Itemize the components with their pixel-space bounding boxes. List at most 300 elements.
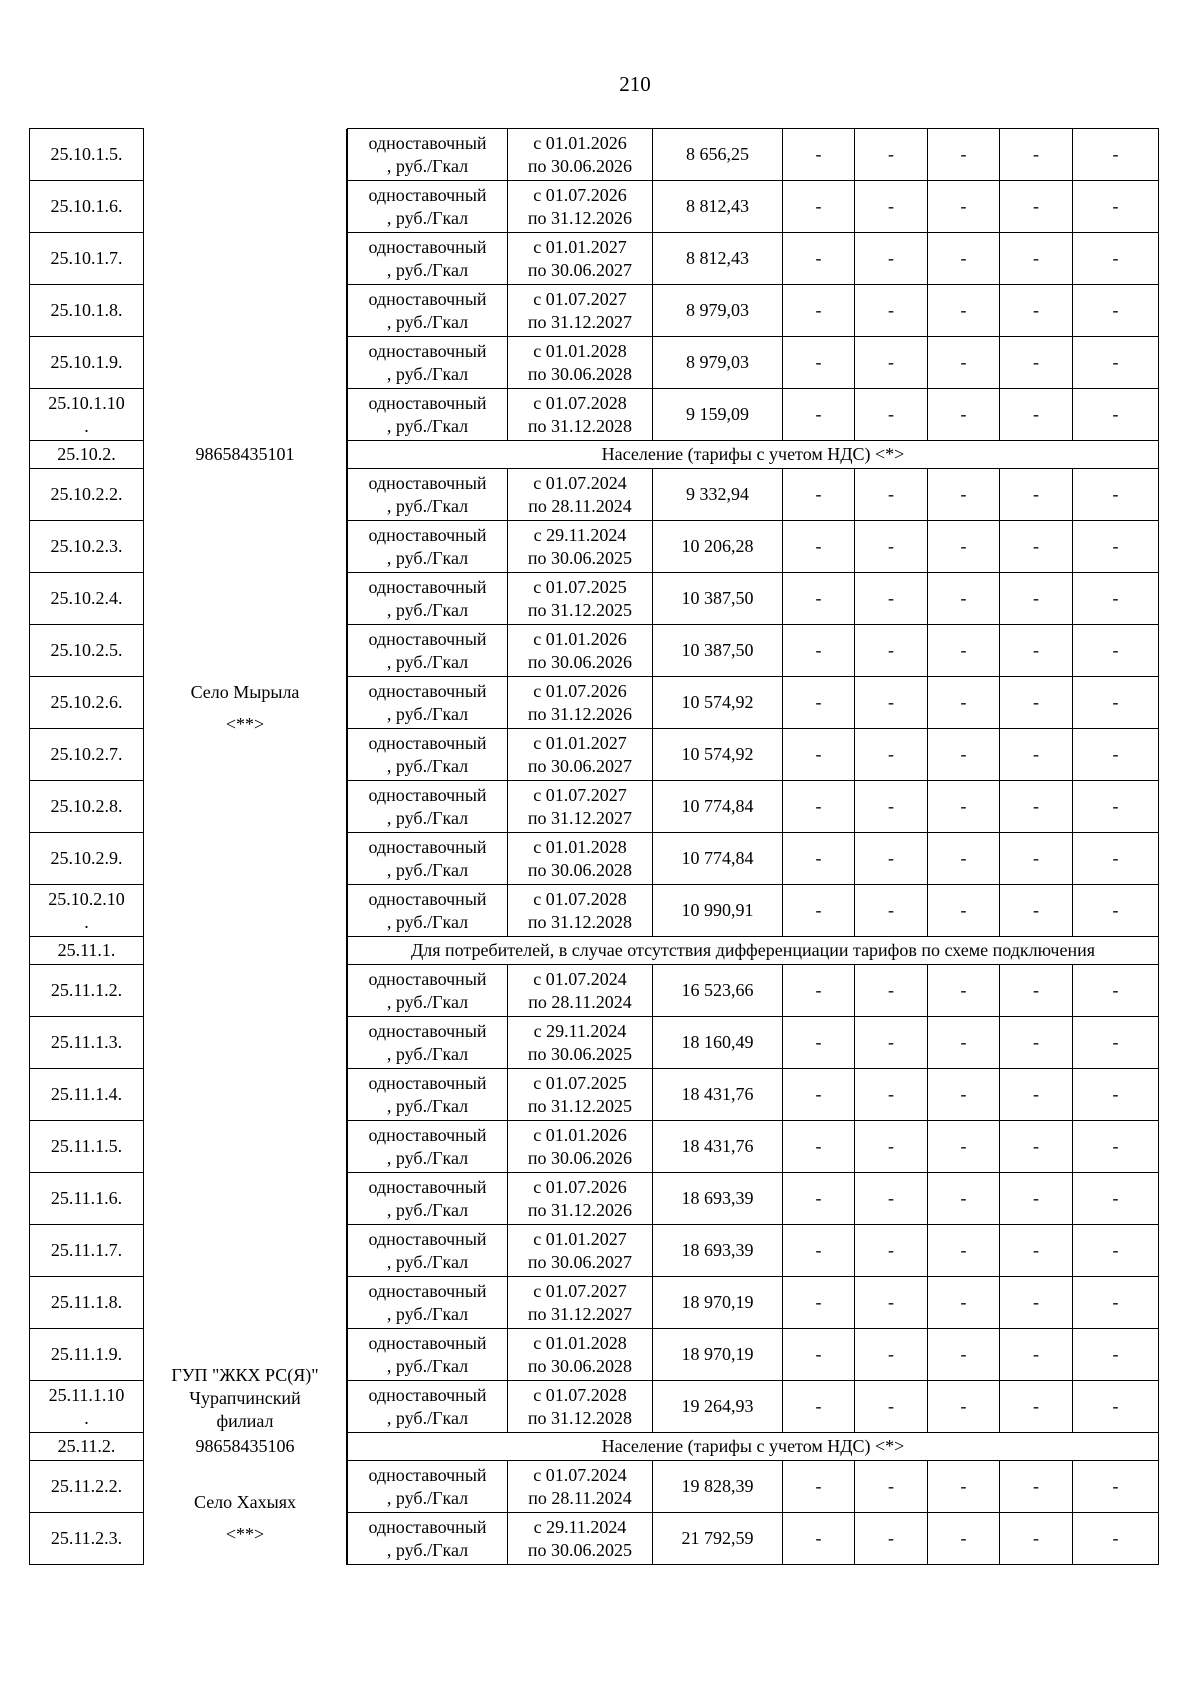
dash-cell: - [1000, 677, 1073, 729]
dash-cell: - [783, 1121, 855, 1173]
tariff-type [348, 389, 508, 441]
dash-cell: - [1000, 833, 1073, 885]
period [508, 1461, 653, 1513]
period-line: по 30.06.2025 [527, 547, 633, 568]
settlement-cell-line: <**> [225, 1523, 265, 1544]
settlement-cell-line: Село Хахыях [193, 1491, 297, 1512]
period-line: по 31.12.2026 [527, 1199, 633, 1220]
period-line: по 31.12.2028 [527, 415, 633, 436]
tariff-type-line: одноставочный [368, 1516, 487, 1537]
dash-cell: - [1073, 469, 1159, 521]
dash-cell: - [1000, 885, 1073, 937]
section-title: Для потребителей, в случае отсутствия дифференциации тарифов по схеме подключения [348, 937, 1159, 965]
tariff-type-line: одноставочный [368, 576, 487, 597]
section-header-row [30, 937, 1159, 965]
dash-cell: - [928, 129, 1000, 181]
tariff-value: 18 970,19 [653, 1329, 783, 1381]
dash-cell: - [1000, 337, 1073, 389]
dash-cell: - [1073, 129, 1159, 181]
tariff-type-line: одноставочный [368, 1124, 487, 1145]
dash-cell: - [1073, 1225, 1159, 1277]
tariff-value: 10 206,28 [653, 521, 783, 573]
period [508, 677, 653, 729]
row-id: 25.10.1.8. [30, 285, 144, 337]
period-line: по 31.12.2028 [527, 1407, 633, 1428]
dash-cell: - [1000, 285, 1073, 337]
dash-cell: - [928, 337, 1000, 389]
tariff-type [348, 965, 508, 1017]
period [508, 337, 653, 389]
territory-code: 98658435106 [144, 1433, 347, 1461]
table-row [30, 469, 1159, 521]
dash-cell: - [928, 1329, 1000, 1381]
period-line: по 30.06.2028 [527, 859, 633, 880]
dash-cell: - [855, 1513, 928, 1565]
dash-cell: - [1073, 885, 1159, 937]
dash-cell: - [928, 729, 1000, 781]
tariff-type [348, 1173, 508, 1225]
tariff-type-line: одноставочный [368, 1228, 487, 1249]
tariff-value: 16 523,66 [653, 965, 783, 1017]
period-line: с 01.07.2024 [533, 968, 627, 989]
tariff-value: 9 159,09 [653, 389, 783, 441]
dash-cell: - [783, 337, 855, 389]
tariff-type [348, 233, 508, 285]
tariff-type-line: , руб./Гкал [386, 1407, 469, 1428]
dash-cell: - [855, 573, 928, 625]
organization-name-line: филиал [216, 1410, 274, 1431]
dash-cell: - [783, 1329, 855, 1381]
dash-cell: - [855, 781, 928, 833]
period [508, 573, 653, 625]
period-line: по 31.12.2026 [527, 207, 633, 228]
dash-cell: - [855, 1069, 928, 1121]
period-line: с 01.07.2027 [533, 784, 627, 805]
tariff-type-line: , руб./Гкал [386, 155, 469, 176]
dash-cell: - [1000, 625, 1073, 677]
row-id: 25.11.1.8. [30, 1277, 144, 1329]
period [508, 1017, 653, 1069]
period [508, 129, 653, 181]
dash-cell: - [1000, 233, 1073, 285]
period [508, 781, 653, 833]
dash-cell: - [783, 573, 855, 625]
period-line: по 30.06.2026 [527, 1147, 633, 1168]
dash-cell: - [1073, 521, 1159, 573]
dash-cell: - [1073, 729, 1159, 781]
period-line: по 31.12.2027 [527, 1303, 633, 1324]
tariff-type-line: одноставочный [368, 1176, 487, 1197]
tariff-type [348, 885, 508, 937]
tariff-value: 8 656,25 [653, 129, 783, 181]
tariff-type [348, 1461, 508, 1513]
dash-cell: - [1073, 181, 1159, 233]
dash-cell: - [1000, 1329, 1073, 1381]
dash-cell: - [1073, 389, 1159, 441]
section-header-row [30, 441, 1159, 469]
period-line: с 01.01.2026 [533, 1124, 627, 1145]
tariff-type [348, 521, 508, 573]
dash-cell: - [1073, 1277, 1159, 1329]
tariff-type-line: , руб./Гкал [386, 259, 469, 280]
period-line: с 29.11.2024 [533, 524, 627, 545]
tariff-type [348, 677, 508, 729]
dash-cell: - [928, 1121, 1000, 1173]
tariff-type-line: одноставочный [368, 288, 487, 309]
tariff-value: 8 812,43 [653, 233, 783, 285]
tariff-table [29, 128, 1159, 1565]
dash-cell: - [783, 885, 855, 937]
row-id: 25.11.1.5. [30, 1121, 144, 1173]
period-line: по 30.06.2028 [527, 363, 633, 384]
dash-cell: - [1073, 625, 1159, 677]
dash-cell: - [928, 1173, 1000, 1225]
dash-cell: - [1073, 1069, 1159, 1121]
tariff-type-line: , руб./Гкал [386, 415, 469, 436]
tariff-type [348, 1069, 508, 1121]
tariff-type [348, 1277, 508, 1329]
tariff-type-line: , руб./Гкал [386, 651, 469, 672]
dash-cell: - [855, 625, 928, 677]
dash-cell: - [783, 129, 855, 181]
tariff-type [348, 729, 508, 781]
dash-cell: - [783, 285, 855, 337]
dash-cell: - [928, 233, 1000, 285]
settlement-cell-line: Село Мырыла [190, 681, 300, 702]
tariff-type-line: одноставочный [368, 472, 487, 493]
period-line: по 31.12.2025 [527, 599, 633, 620]
tariff-value: 18 431,76 [653, 1069, 783, 1121]
tariff-type-line: одноставочный [368, 1072, 487, 1093]
dash-cell: - [1000, 389, 1073, 441]
period [508, 285, 653, 337]
period-line: по 28.11.2024 [528, 495, 632, 516]
tariff-type [348, 1513, 508, 1565]
period [508, 1277, 653, 1329]
period [508, 1381, 653, 1433]
period-line: с 01.01.2026 [533, 132, 627, 153]
dash-cell: - [855, 389, 928, 441]
period-line: с 01.07.2028 [533, 1384, 627, 1405]
tariff-value: 10 574,92 [653, 677, 783, 729]
tariff-type-line: , руб./Гкал [386, 495, 469, 516]
tariff-type [348, 1381, 508, 1433]
tariff-type-line: одноставочный [368, 1384, 487, 1405]
tariff-value: 19 828,39 [653, 1461, 783, 1513]
dash-cell: - [928, 833, 1000, 885]
dash-cell: - [783, 729, 855, 781]
row-id: 25.11.2.3. [30, 1513, 144, 1565]
row-id: 25.11.2. [30, 1433, 144, 1461]
period [508, 521, 653, 573]
tariff-type-line: , руб./Гкал [386, 1043, 469, 1064]
tariff-type-line: , руб./Гкал [386, 807, 469, 828]
dash-cell: - [928, 1069, 1000, 1121]
dash-cell: - [928, 573, 1000, 625]
period-line: по 30.06.2025 [527, 1539, 633, 1560]
tariff-type-line: одноставочный [368, 236, 487, 257]
dash-cell: - [1073, 833, 1159, 885]
tariff-type-line: , руб./Гкал [386, 311, 469, 332]
section-header-row [30, 1433, 1159, 1461]
period-line: с 01.01.2026 [533, 628, 627, 649]
tariff-value: 10 774,84 [653, 833, 783, 885]
tariff-type-line: , руб./Гкал [386, 1539, 469, 1560]
tariff-value: 8 979,03 [653, 337, 783, 389]
period-line: с 29.11.2024 [533, 1516, 627, 1537]
row-id: 25.10.1.7. [30, 233, 144, 285]
section-title: Население (тарифы с учетом НДС) <*> [348, 441, 1159, 469]
dash-cell: - [1000, 1381, 1073, 1433]
dash-cell: - [783, 181, 855, 233]
tariff-type-line: , руб./Гкал [386, 703, 469, 724]
tariff-type-line: одноставочный [368, 524, 487, 545]
tariff-value: 18 970,19 [653, 1277, 783, 1329]
dash-cell: - [1000, 1121, 1073, 1173]
dash-cell: - [1000, 573, 1073, 625]
tariff-type-line: одноставочный [368, 1332, 487, 1353]
dash-cell: - [928, 677, 1000, 729]
dash-cell: - [855, 129, 928, 181]
row-id: 25.10.2.2. [30, 469, 144, 521]
period-line: с 01.07.2024 [533, 1464, 627, 1485]
settlement-cell [144, 469, 347, 937]
dash-cell: - [783, 677, 855, 729]
dash-cell: - [1000, 129, 1073, 181]
tariff-type [348, 285, 508, 337]
dash-cell: - [1000, 521, 1073, 573]
row-id-line: . [84, 1407, 89, 1428]
period-line: по 31.12.2027 [527, 807, 633, 828]
tariff-value: 18 160,49 [653, 1017, 783, 1069]
period-line: с 01.07.2026 [533, 184, 627, 205]
dash-cell: - [855, 337, 928, 389]
dash-cell: - [1000, 1461, 1073, 1513]
organization-cell [144, 937, 347, 1433]
dash-cell: - [928, 285, 1000, 337]
row-id: 25.10.1.5. [30, 129, 144, 181]
tariff-value: 10 774,84 [653, 781, 783, 833]
period-line: с 01.07.2025 [533, 576, 627, 597]
row-id: 25.10.2.9. [30, 833, 144, 885]
tariff-type-line: одноставочный [368, 968, 487, 989]
row-id-line: 25.10.2.10 [48, 888, 125, 909]
tariff-value: 8 979,03 [653, 285, 783, 337]
dash-cell: - [855, 677, 928, 729]
dash-cell: - [1073, 781, 1159, 833]
page-number: 210 [619, 72, 651, 96]
row-id-line: 25.11.1.10 [48, 1384, 125, 1405]
dash-cell: - [855, 469, 928, 521]
period-line: по 30.06.2028 [527, 1355, 633, 1376]
dash-cell: - [783, 1225, 855, 1277]
period [508, 625, 653, 677]
period-line: с 01.01.2027 [533, 236, 627, 257]
row-id: 25.10.2.5. [30, 625, 144, 677]
tariff-type-line: одноставочный [368, 628, 487, 649]
row-id [30, 1381, 144, 1433]
period [508, 181, 653, 233]
dash-cell: - [928, 1277, 1000, 1329]
dash-cell: - [783, 1069, 855, 1121]
dash-cell: - [855, 1329, 928, 1381]
tariff-type [348, 625, 508, 677]
period-line: по 28.11.2024 [528, 1487, 632, 1508]
period [508, 1329, 653, 1381]
period [508, 1513, 653, 1565]
row-id: 25.11.2.2. [30, 1461, 144, 1513]
dash-cell: - [855, 1381, 928, 1433]
dash-cell: - [1000, 1173, 1073, 1225]
dash-cell: - [928, 469, 1000, 521]
period [508, 1173, 653, 1225]
period [508, 833, 653, 885]
dash-cell: - [855, 965, 928, 1017]
period [508, 965, 653, 1017]
period [508, 233, 653, 285]
tariff-type-line: , руб./Гкал [386, 1147, 469, 1168]
dash-cell: - [783, 469, 855, 521]
settlement-cell-line: <**> [225, 713, 265, 734]
row-id: 25.10.1.6. [30, 181, 144, 233]
dash-cell: - [855, 1017, 928, 1069]
tariff-type-line: , руб./Гкал [386, 1487, 469, 1508]
dash-cell: - [1000, 181, 1073, 233]
territory-code: 98658435101 [144, 441, 347, 469]
period-line: с 01.01.2027 [533, 1228, 627, 1249]
dash-cell: - [783, 1017, 855, 1069]
period-line: с 01.07.2027 [533, 1280, 627, 1301]
organization-name-line: Чурапчинский [189, 1387, 301, 1408]
tariff-type [348, 129, 508, 181]
period-line: с 01.07.2026 [533, 1176, 627, 1197]
dash-cell: - [855, 833, 928, 885]
tariff-type-line: , руб./Гкал [386, 1095, 469, 1116]
period-line: с 01.07.2024 [533, 472, 627, 493]
dash-cell: - [783, 965, 855, 1017]
period-line: по 31.12.2028 [527, 911, 633, 932]
dash-cell: - [928, 965, 1000, 1017]
row-id-line: . [84, 911, 89, 932]
settlement-cell [144, 1461, 347, 1565]
dash-cell: - [928, 1225, 1000, 1277]
tariff-type-line: , руб./Гкал [386, 911, 469, 932]
dash-cell: - [783, 781, 855, 833]
period-line: с 01.07.2027 [533, 288, 627, 309]
period [508, 1069, 653, 1121]
period [508, 1121, 653, 1173]
row-id: 25.11.1.6. [30, 1173, 144, 1225]
dash-cell: - [928, 1381, 1000, 1433]
dash-cell: - [928, 389, 1000, 441]
period [508, 469, 653, 521]
tariff-type-line: , руб./Гкал [386, 1199, 469, 1220]
tariff-type [348, 1017, 508, 1069]
organization-name-line: ГУП "ЖКХ РС(Я)" [171, 1364, 319, 1385]
period [508, 729, 653, 781]
period-line: по 30.06.2027 [527, 259, 633, 280]
tariff-value: 10 387,50 [653, 625, 783, 677]
dash-cell: - [1000, 1069, 1073, 1121]
period-line: по 30.06.2026 [527, 155, 633, 176]
dash-cell: - [855, 1225, 928, 1277]
row-id: 25.11.1.7. [30, 1225, 144, 1277]
dash-cell: - [928, 1017, 1000, 1069]
row-id [30, 885, 144, 937]
period-line: с 01.01.2028 [533, 340, 627, 361]
dash-cell: - [855, 885, 928, 937]
row-id: 25.11.1. [30, 937, 144, 965]
dash-cell: - [783, 233, 855, 285]
dash-cell: - [928, 181, 1000, 233]
row-id: 25.11.1.4. [30, 1069, 144, 1121]
tariff-type-line: , руб./Гкал [386, 991, 469, 1012]
tariff-value: 18 693,39 [653, 1225, 783, 1277]
tariff-type-line: одноставочный [368, 836, 487, 857]
period-line: по 30.06.2027 [527, 1251, 633, 1272]
period-line: с 29.11.2024 [533, 1020, 627, 1041]
row-id: 25.10.1.9. [30, 337, 144, 389]
section-title: Население (тарифы с учетом НДС) <*> [348, 1433, 1159, 1461]
dash-cell: - [855, 521, 928, 573]
tariff-type [348, 573, 508, 625]
period-line: по 31.12.2025 [527, 1095, 633, 1116]
row-id: 25.10.2.4. [30, 573, 144, 625]
tariff-type-line: одноставочный [368, 680, 487, 701]
tariff-type [348, 781, 508, 833]
tariff-type-line: одноставочный [368, 888, 487, 909]
table-row [30, 1461, 1159, 1513]
period-line: по 30.06.2026 [527, 651, 633, 672]
org-cell-empty [144, 129, 347, 441]
tariff-type-line: одноставочный [368, 184, 487, 205]
dash-cell: - [855, 1173, 928, 1225]
period [508, 885, 653, 937]
tariff-value: 9 332,94 [653, 469, 783, 521]
row-id: 25.11.1.3. [30, 1017, 144, 1069]
dash-cell: - [928, 521, 1000, 573]
period-line: по 30.06.2025 [527, 1043, 633, 1064]
tariff-type [348, 1225, 508, 1277]
dash-cell: - [855, 729, 928, 781]
tariff-type-line: , руб./Гкал [386, 1303, 469, 1324]
row-id [30, 389, 144, 441]
dash-cell: - [783, 1513, 855, 1565]
tariff-type-line: одноставочный [368, 732, 487, 753]
dash-cell: - [855, 1121, 928, 1173]
period-line: с 01.01.2028 [533, 1332, 627, 1353]
dash-cell: - [1000, 965, 1073, 1017]
dash-cell: - [1000, 781, 1073, 833]
tariff-type [348, 181, 508, 233]
dash-cell: - [1073, 233, 1159, 285]
tariff-type-line: , руб./Гкал [386, 207, 469, 228]
tariff-type-line: , руб./Гкал [386, 1251, 469, 1272]
dash-cell: - [1000, 1277, 1073, 1329]
tariff-type-line: , руб./Гкал [386, 547, 469, 568]
period-line: по 31.12.2026 [527, 703, 633, 724]
tariff-type [348, 1329, 508, 1381]
row-id: 25.11.1.2. [30, 965, 144, 1017]
tariff-value: 18 431,76 [653, 1121, 783, 1173]
dash-cell: - [855, 181, 928, 233]
dash-cell: - [783, 1461, 855, 1513]
row-id-line: . [84, 415, 89, 436]
period-line: с 01.01.2028 [533, 836, 627, 857]
dash-cell: - [855, 1277, 928, 1329]
tariff-type [348, 469, 508, 521]
tariff-type-line: , руб./Гкал [386, 859, 469, 880]
